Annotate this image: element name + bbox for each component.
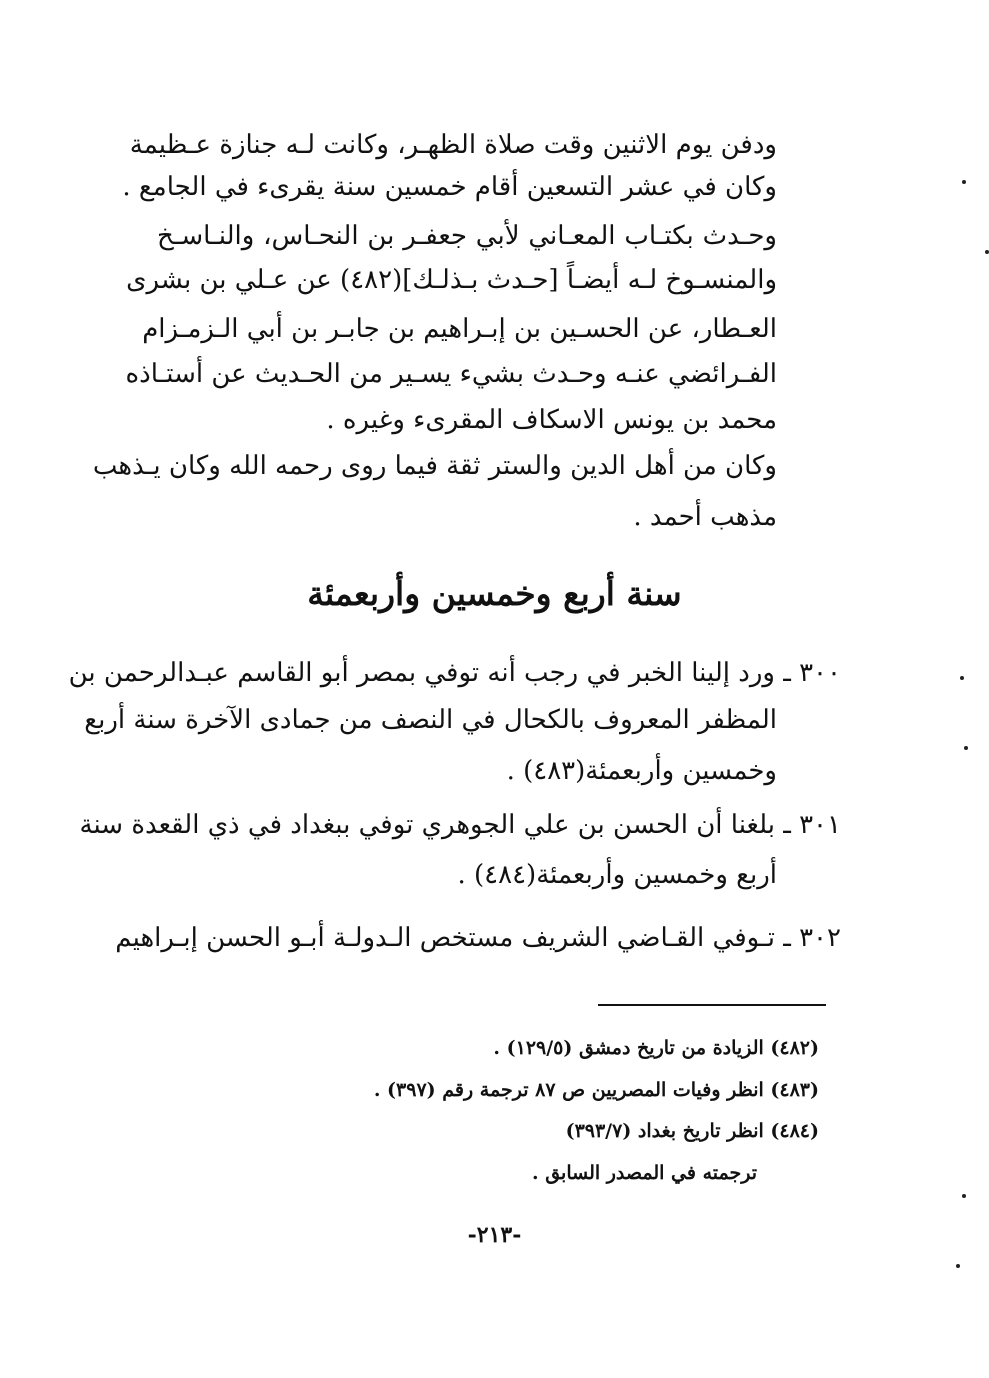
scan-speck <box>960 676 964 680</box>
footnote: (٤٨٢) الزيادة من تاريخ دمشق (١٢٩/٥) . <box>493 1037 819 1059</box>
paragraph-line: وحـدث بكتـاب المعـاني لأبي جعفـر بن النحـاس، والنـاسـخ <box>157 221 777 251</box>
entry-line: المظفر المعروف بالكحال في النصف من جمادى الآخرة سنة أربع <box>84 705 777 735</box>
scan-speck <box>962 180 966 184</box>
paragraph-line: والمنسـوخ لـه أيضـاً [حـدث بـذلـك](٤٨٢) عن عـلي بن بشرى <box>126 265 777 295</box>
section-heading: سنة أربع وخمسين وأربعمئة <box>307 574 682 613</box>
paragraph-line: وكان في عشر التسعين أقام خمسين سنة يقرىء في الجامع . <box>122 172 777 202</box>
paragraph-line: الفـرائضي عنـه وحـدث بشيء يسـير من الحـديث عن أستـاذه <box>125 359 777 389</box>
paragraph-line: ودفن يوم الاثنين وقت صلاة الظهـر، وكانت لـه جنازة عـظيمة <box>129 130 777 160</box>
scan-speck <box>962 1194 966 1198</box>
page-number: -٢١٣- <box>467 1222 522 1248</box>
entry-line: ٣٠١ ـ بلغنا أن الحسن بن علي الجوهري توفي ببغداد في ذي القعدة سنة <box>79 810 841 840</box>
scan-speck <box>956 1264 960 1268</box>
footnote: (٤٨٤) انظر تاريخ بغداد (٣٩٣/٧) <box>565 1120 819 1142</box>
paragraph-line: العـطار، عن الحسـين بن إبـراهيم بن جابـر بن أبي الـزمـزام <box>142 314 777 344</box>
entry-line: ٣٠٢ ـ تـوفي القـاضي الشريف مستخص الـدولـة أبـو الحسن إبـراهيم <box>115 923 841 953</box>
footnote-divider <box>598 1004 826 1006</box>
scan-speck <box>985 250 989 254</box>
paragraph-line: مذهب أحمد . <box>633 502 777 532</box>
paragraph-line: محمد بن يونس الاسكاف المقرىء وغيره . <box>326 405 777 435</box>
entry-line: وخمسين وأربعمئة(٤٨٣) . <box>506 756 777 786</box>
entry-line: أربع وخمسين وأربعمئة(٤٨٤) . <box>457 860 777 890</box>
paragraph-line: وكان من أهل الدين والستر ثقة فيما روى رحمه الله وكان يـذهب <box>92 451 777 481</box>
scan-speck <box>964 746 968 750</box>
footnote: ترجمته في المصدر السابق . <box>531 1162 757 1184</box>
footnote: (٤٨٣) انظر وفيات المصريين ص ٨٧ ترجمة رقم (٣٩٧) . <box>373 1079 819 1101</box>
entry-line: ٣٠٠ ـ ورد إلينا الخبر في رجب أنه توفي بمصر أبو القاسم عبـدالرحمن بن <box>68 658 841 688</box>
